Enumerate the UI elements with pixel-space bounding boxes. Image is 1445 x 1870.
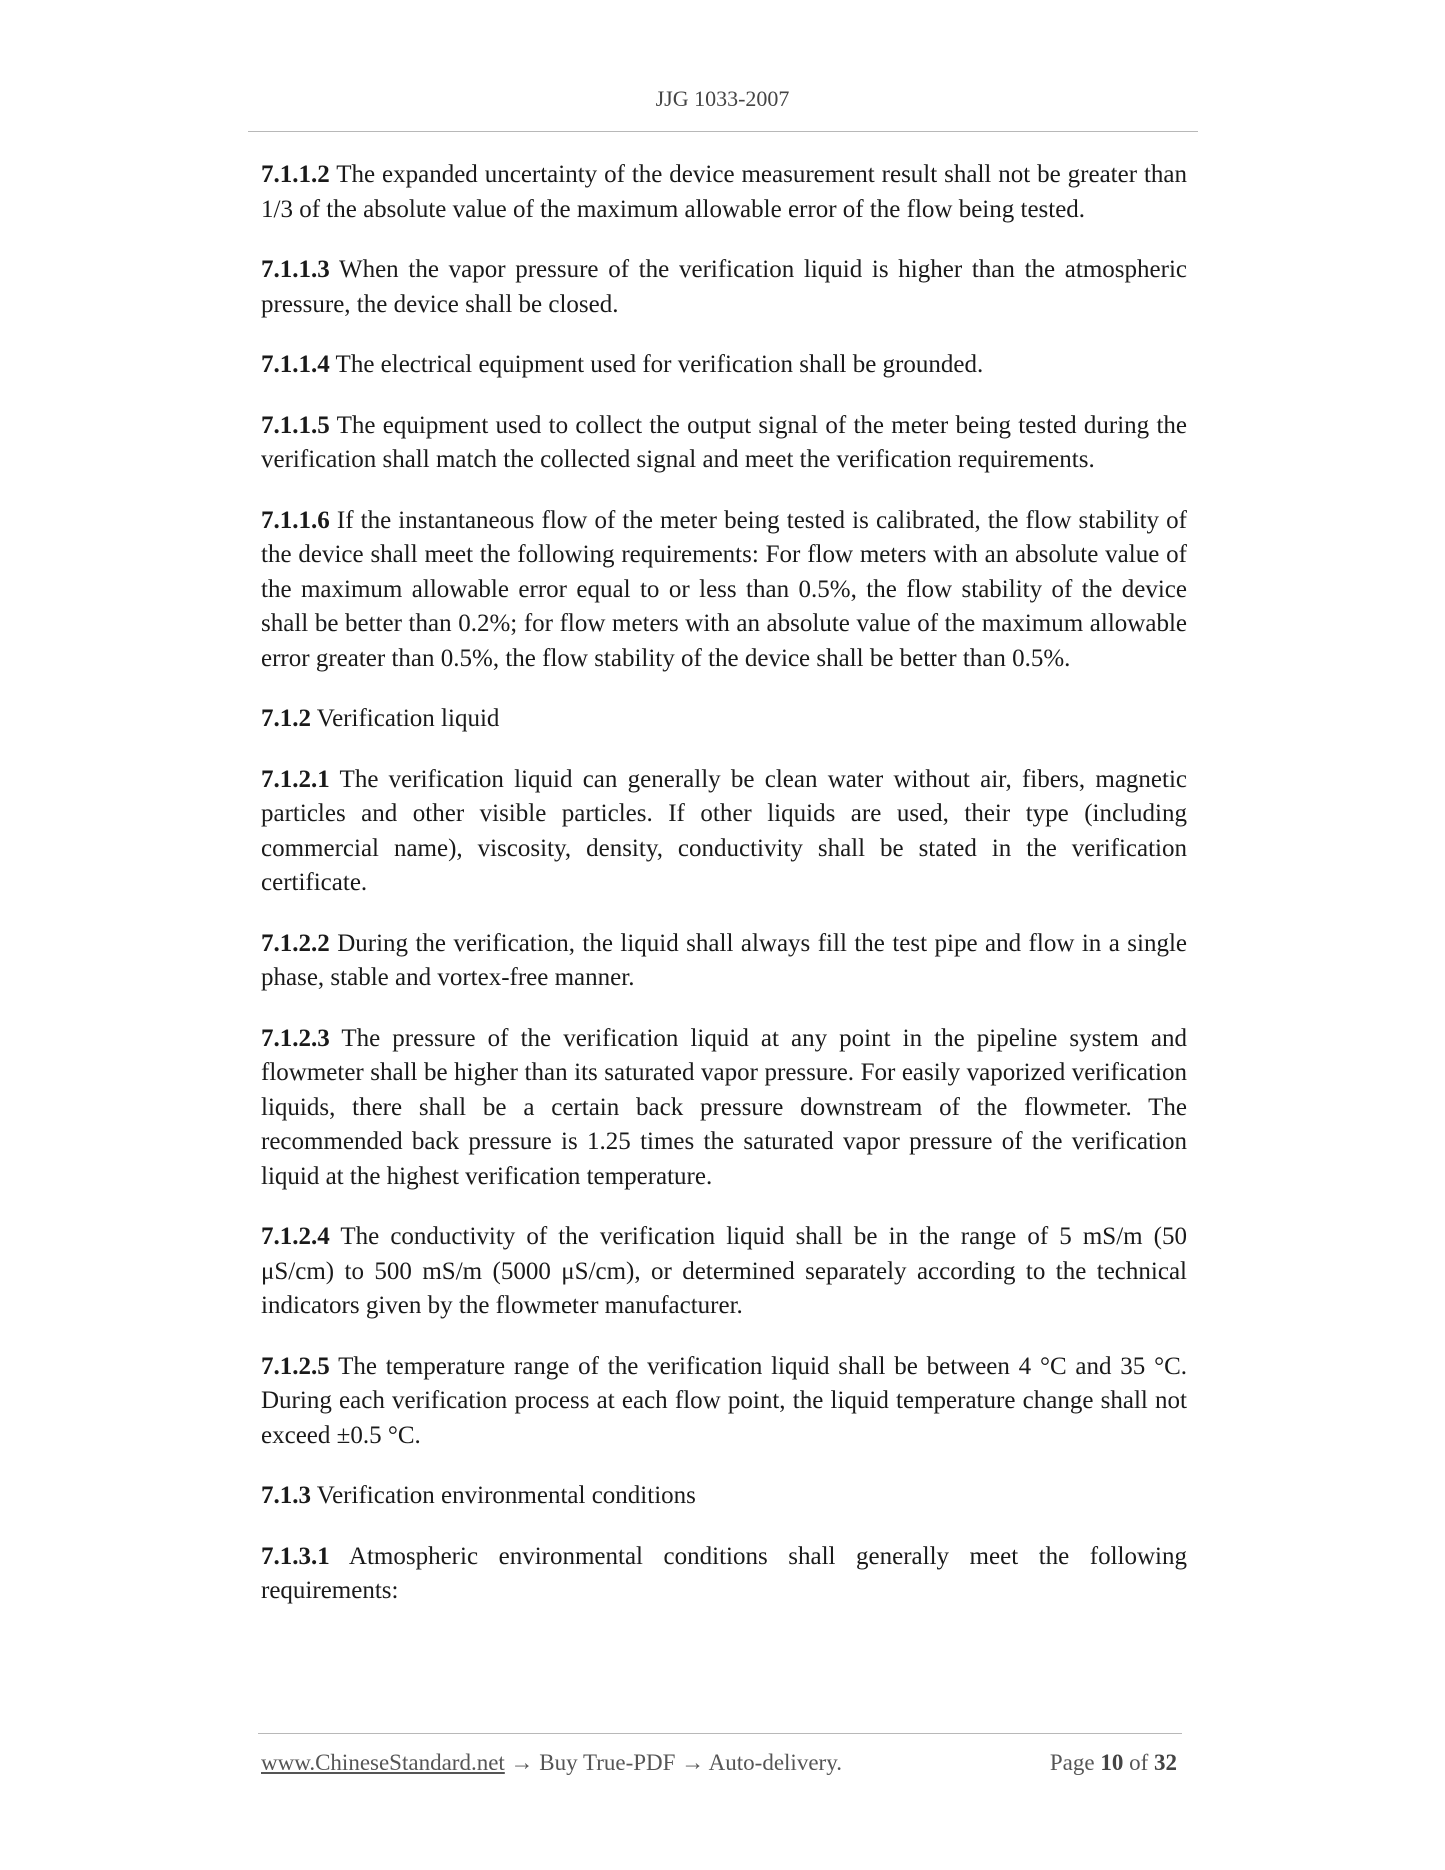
clause-text: The electrical equipment used for verification shall be grounded. <box>329 351 984 378</box>
section-heading-7-1-3 <box>261 1479 1187 1514</box>
page-total: 32 <box>1154 1750 1177 1775</box>
clause-number: 7.1.2.1 <box>261 765 330 793</box>
clause-number: 7.1.3.1 <box>261 1542 330 1570</box>
clause-number: 7.1.3 <box>261 1482 311 1509</box>
clause-text: The verification liquid can generally be clean water without air, fibers, magnetic particles and other visible particles. If other liquids are used, their type (including commercial name), viscosity, density, conductivity shall be stated in the verification certificate. <box>261 765 1187 896</box>
clause-number: 7.1.2.3 <box>261 1024 330 1052</box>
clause-7-1-2-1 <box>261 763 1187 901</box>
clause-number: 7.1.1.6 <box>261 506 330 534</box>
clause-7-1-2-2 <box>261 927 1187 996</box>
clause-text: Atmospheric environmental conditions shall generally meet the following requirements: <box>261 1542 1187 1604</box>
clause-number: 7.1.1.2 <box>261 161 330 188</box>
page-number: 10 <box>1100 1750 1124 1775</box>
auto-delivery-text: Auto-delivery. <box>708 1750 842 1775</box>
clause-text: The temperature range of the verification liquid shall be between 4 °C and 35 °C. During each verification process at each flow point, the liquid temperature change shall not exceed ±0.5 °C. <box>261 1352 1187 1449</box>
clause-7-1-1-5 <box>261 409 1187 478</box>
clause-7-1-3-1 <box>261 1540 1187 1609</box>
arrow-right-icon: → <box>504 1750 540 1775</box>
footer-promo <box>261 1750 842 1776</box>
arrow-right-icon: → <box>675 1750 709 1775</box>
clause-7-1-2-5 <box>261 1350 1187 1454</box>
clause-number: 7.1.1.5 <box>261 411 330 439</box>
clause-text: When the vapor pressure of the verification liquid is higher than the atmospheric pressure, the device shall be closed. <box>261 256 1187 318</box>
clause-number: 7.1.1.3 <box>261 256 330 283</box>
clause-text: Verification environmental conditions <box>311 1482 696 1509</box>
page-label: Page <box>1049 1750 1095 1775</box>
clause-number: 7.1.2.2 <box>261 929 330 957</box>
clause-number: 7.1.1.4 <box>261 351 330 378</box>
clause-number: 7.1.2.5 <box>261 1352 330 1380</box>
document-body <box>261 158 1187 1635</box>
page-footer <box>261 1750 1187 1784</box>
clause-text: The pressure of the verification liquid at any point in the pipeline system and flowmeter shall be higher than its saturated vapor pressure. For easily vaporized verification liquids, there shall be a certain back pressure downstream of the flowmeter. The recommended back pressure is 1.25 times the saturated vapor pressure of the verification liquid at the highest verification temperature. <box>261 1024 1187 1190</box>
clause-7-1-2-3 <box>261 1022 1187 1195</box>
website-link[interactable]: www.ChineseStandard.net <box>261 1750 505 1775</box>
clause-7-1-2-4 <box>261 1220 1187 1324</box>
clause-number: 7.1.2 <box>261 705 311 732</box>
clause-text: During the verification, the liquid shall always fill the test pipe and flow in a single phase, stable and vortex-free manner. <box>261 929 1187 991</box>
page-indicator <box>1050 1750 1177 1776</box>
footer-divider <box>258 1733 1182 1734</box>
document-header-title: JJG 1033-2007 <box>655 86 790 111</box>
header-divider <box>248 131 1198 132</box>
clause-7-1-1-4 <box>261 348 1187 383</box>
clause-7-1-1-2 <box>261 158 1187 227</box>
clause-7-1-1-3 <box>261 253 1187 322</box>
section-heading-7-1-2 <box>261 702 1187 737</box>
buy-pdf-text: Buy True-PDF <box>539 1750 676 1775</box>
clause-text: The conductivity of the verification liquid shall be in the range of 5 mS/m (50 μS/cm) to 500 mS/m (5000 μS/cm), or determined separately according to the technical indicators given by the flowmeter manufacturer. <box>261 1223 1187 1319</box>
clause-number: 7.1.2.4 <box>261 1223 330 1250</box>
clause-7-1-1-6 <box>261 504 1187 677</box>
clause-text: The equipment used to collect the output signal of the meter being tested during the verification shall match the collected signal and meet the verification requirements. <box>261 411 1187 473</box>
clause-text: If the instantaneous flow of the meter being tested is calibrated, the flow stability of the device shall meet the following requirements: For flow meters with an absolute value of the maximum allowable error equal to or less than 0.5%, the flow stability of the device shall be better than 0.2%; for flow meters with an absolute value of the maximum allowable error greater than 0.5%, the flow stability of the device shall be better than 0.5%. <box>261 506 1187 672</box>
clause-text: Verification liquid <box>311 705 500 732</box>
of-label: of <box>1129 1750 1149 1775</box>
clause-text: The expanded uncertainty of the device measurement result shall not be greater than 1/3 of the absolute value of the maximum allowable error of the flow being tested. <box>261 161 1187 223</box>
